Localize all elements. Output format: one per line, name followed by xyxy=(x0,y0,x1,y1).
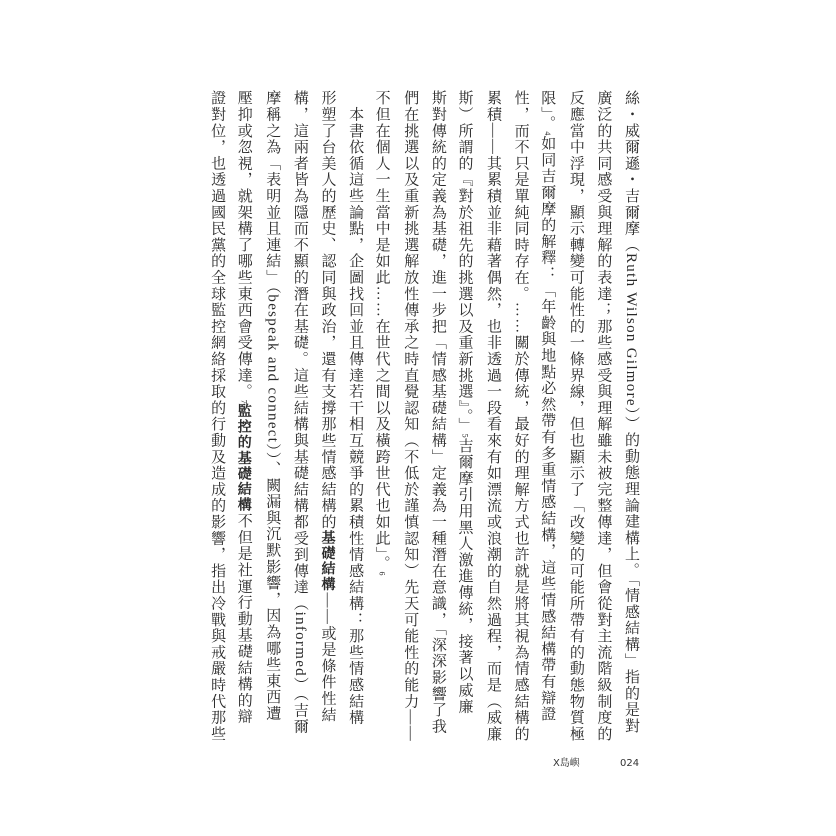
text-run: 證對位，也透過國民黨的全球監控網絡採取的行動及造成的影響，指出冷戰與戒嚴時代那些 xyxy=(209,90,226,742)
text-run: 斯對傳統的定義為基礎，進一步把「情感基礎結構」定義為一種潛在意識，「深深影響了我 xyxy=(429,90,446,735)
text-column xyxy=(423,90,451,745)
text-column xyxy=(478,90,506,745)
text-run: 構，這兩者皆為隱而不顯的潛在基礎。這些結構與基礎結構都受到傳達（informed）（吉爾 xyxy=(291,90,308,735)
emphasized-term: 監控的基礎結構 xyxy=(235,403,252,513)
text-column xyxy=(230,90,258,745)
footnote-marker: 5 xyxy=(460,433,470,438)
page-number: 024 xyxy=(620,758,640,769)
text-run: 性，而不只是單純同時存在。……關於傳統，最好的理解方式也許就是將其視為情感結構的 xyxy=(512,90,529,742)
text-column xyxy=(589,90,617,745)
text-column xyxy=(313,90,341,745)
text-run: 摩稱之為「表明並且連結」（bespeak and connect））、闕漏與沉默影響，因為哪些東西遭 xyxy=(264,90,281,722)
text-run: 斯）所謂的『對於祖先的挑選以及重新挑選』。」 xyxy=(456,90,473,434)
text-run: 形塑了台美人的歷史、認同與政治，還有支撐那些情感結構的 xyxy=(319,90,336,531)
text-run: ——或是條件性結 xyxy=(319,592,336,723)
emphasized-term: 基礎結構 xyxy=(319,530,336,593)
text-run: 吉爾摩引用黑人激進傳統，接著以威廉 xyxy=(456,437,473,715)
text-column xyxy=(368,90,396,745)
text-column xyxy=(203,90,231,745)
running-footer-title: X島嶼 xyxy=(553,758,580,769)
text-run: 本書依循這些論點，企圖找回並且傳達若干相互競爭的累積性情感結構：那些情感結構 xyxy=(347,90,364,726)
footnote-marker: 7 xyxy=(239,399,249,404)
text-column xyxy=(506,90,534,745)
text-run: 累積——其累積並非藉著偶然，也非透過一段看來有如漂流或浪潮的自然過程，而是（威廉 xyxy=(485,90,502,742)
text-run: 壓抑或忽視，就架構了哪些東西會受傳達。 xyxy=(235,90,252,400)
text-column xyxy=(616,90,644,745)
text-run: 廣泛的共同感受與理解的表達；那些感受與理解雖未被完整傳達，但會從對主流階級制度的 xyxy=(595,90,612,742)
text-run: 絲・威爾遜・吉爾摩（Ruth Wilson Gilmore））的動態理論建構上。「情感結構」指的是對 xyxy=(623,90,639,735)
text-run: 不但是社運行動基礎結構的辯 xyxy=(235,512,252,725)
text-run: 反應當中浮現，顯示轉變可能性的一條界線，但也顯示了「改變的可能所帶有的動態物質極 xyxy=(567,90,584,742)
text-column xyxy=(396,90,424,745)
text-column xyxy=(340,90,368,745)
vertical-text-body xyxy=(202,90,644,745)
text-column xyxy=(561,90,589,745)
text-column xyxy=(258,90,286,745)
text-column xyxy=(451,90,479,745)
text-run: 限」。 xyxy=(539,90,556,132)
footnote-marker: 6 xyxy=(377,571,387,576)
footnote-marker: 4 xyxy=(543,131,553,136)
text-run: 如同吉爾摩的解釋：「年齡與地點必然帶有多重情感結構，這些情感結構帶有辯證 xyxy=(539,135,556,723)
text-column xyxy=(285,90,313,745)
text-column xyxy=(534,90,562,745)
text-run: 們在挑選以及重新挑選解放性傳承之時直覺認知（不低於謹慎認知）先天可能性的能力—— xyxy=(402,90,419,742)
text-run: 不但在個人一生當中是如此……在世代之間以及橫跨世代也如此」。 xyxy=(373,90,390,572)
